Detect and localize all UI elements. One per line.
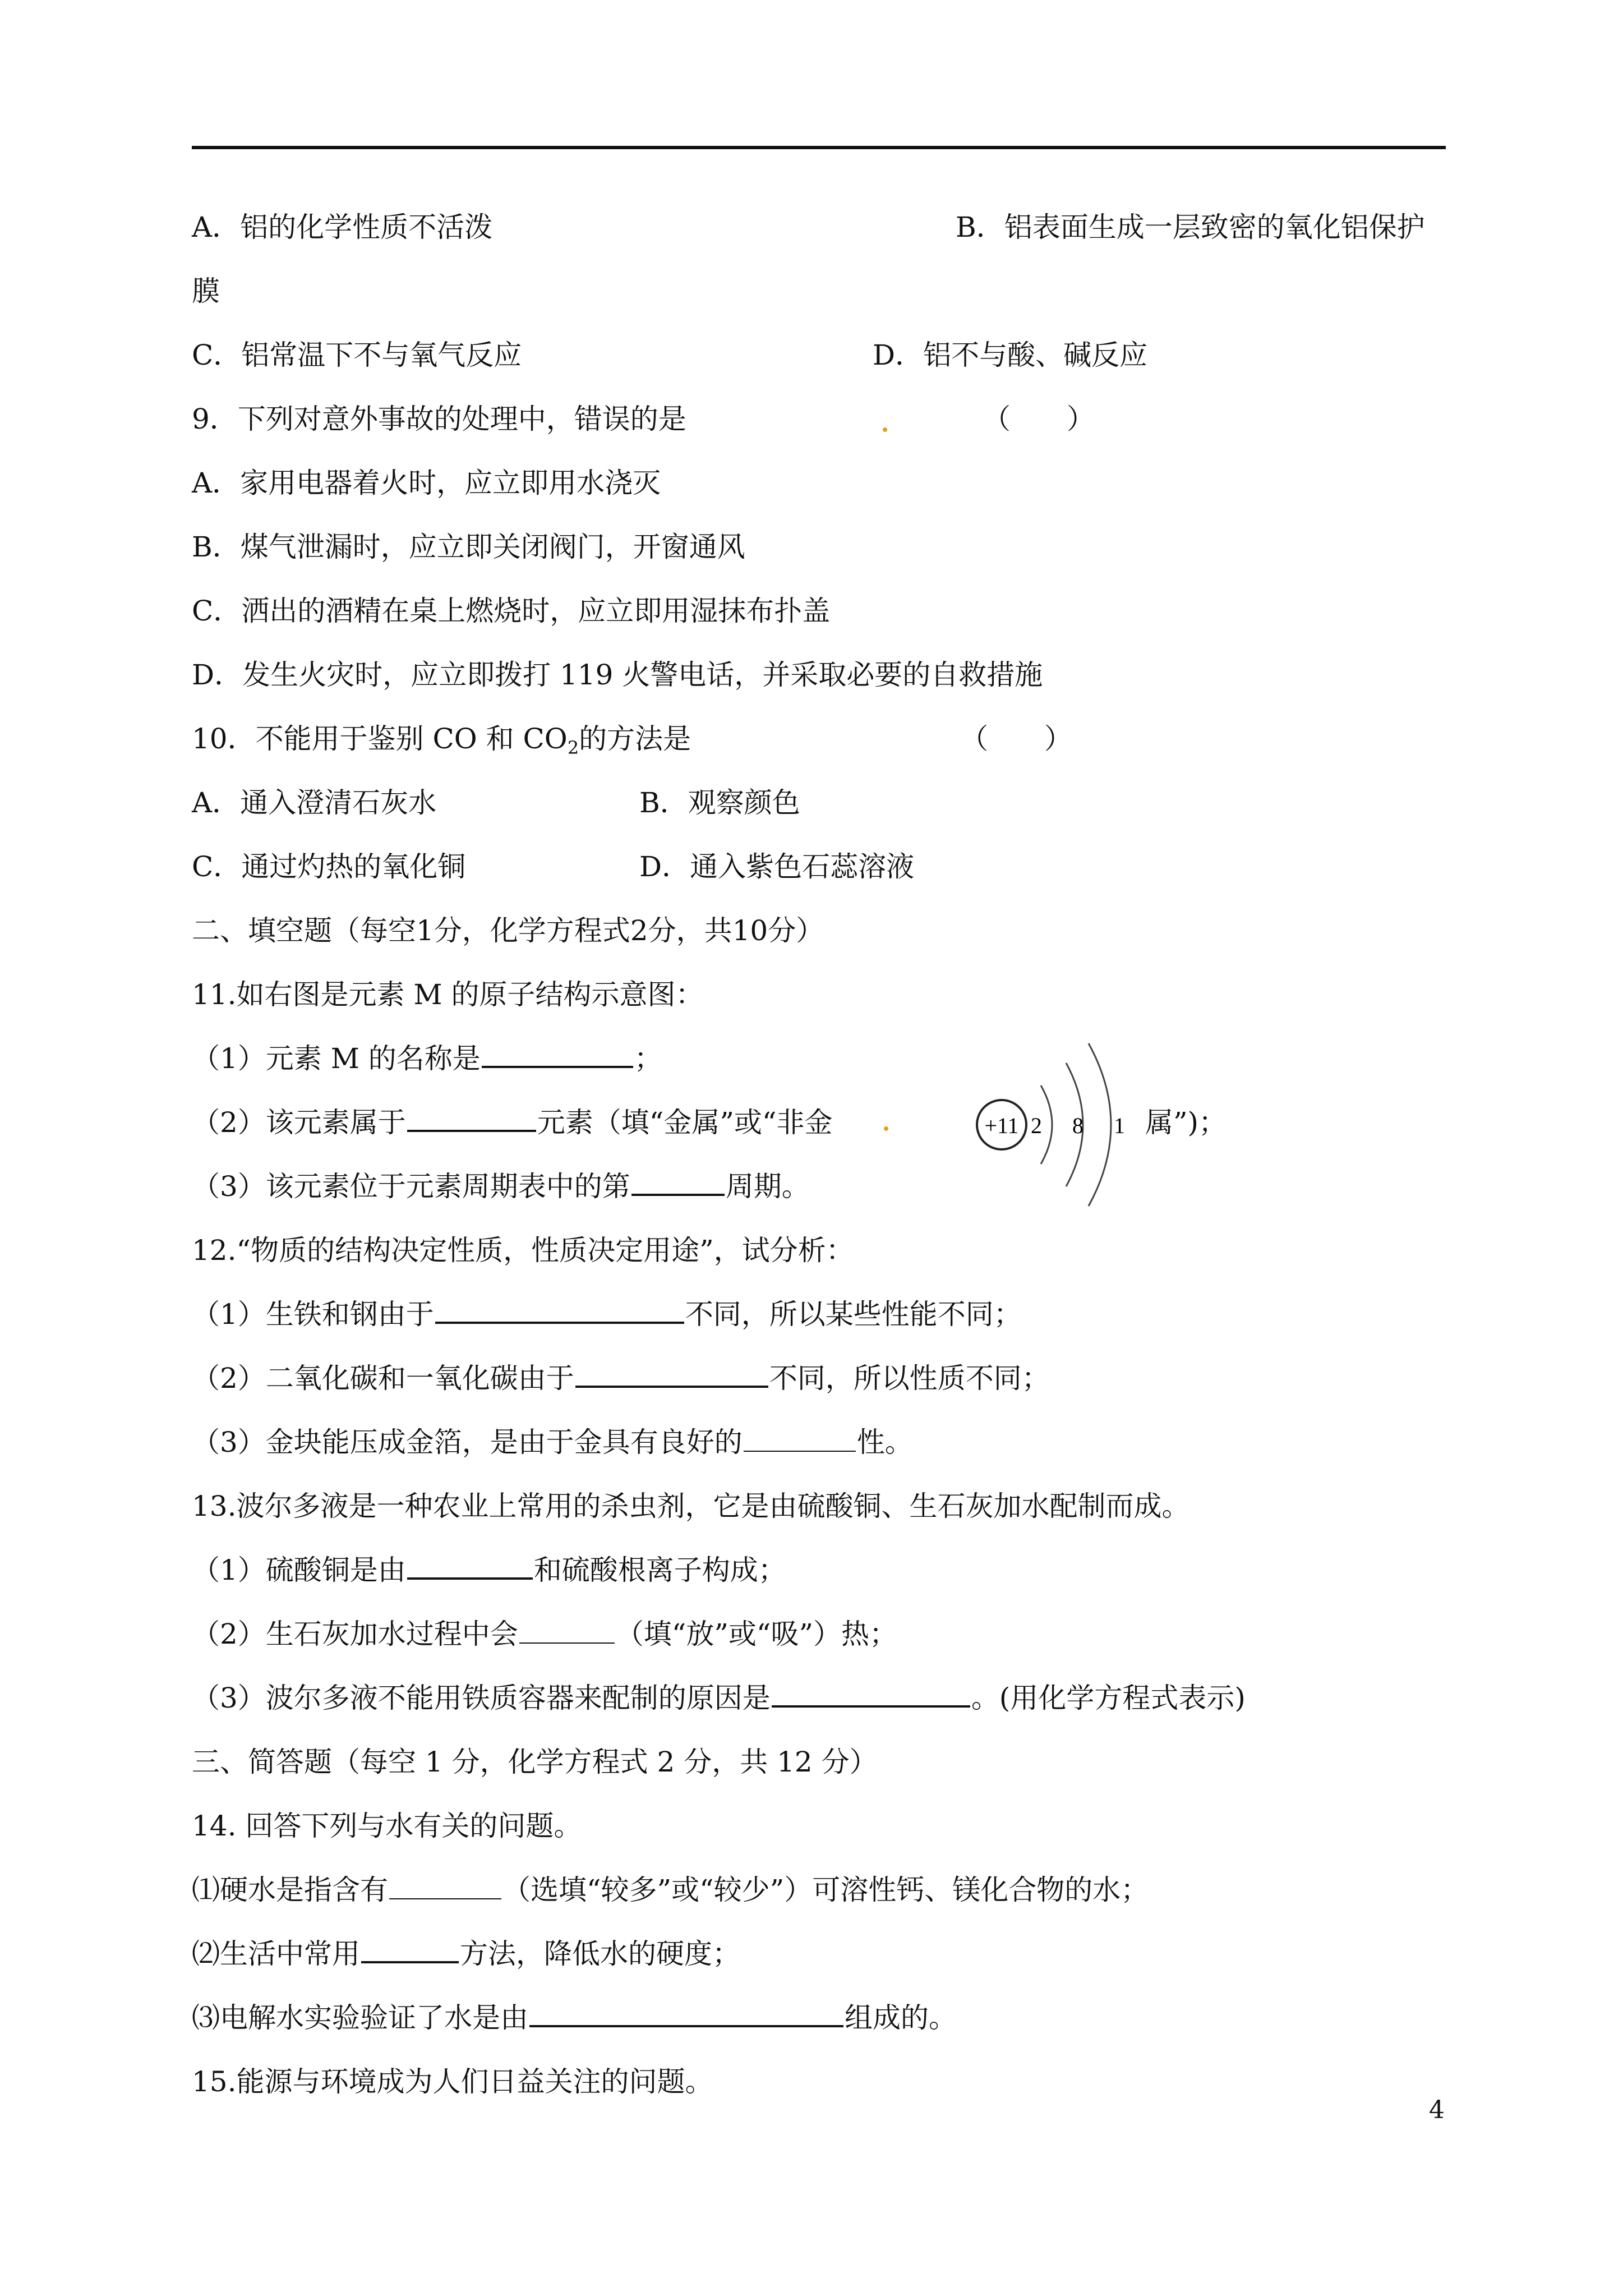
q13-part-1-end: 和硫酸根离子构成； — [533, 1554, 786, 1586]
q12-part-1 — [192, 1295, 1022, 1334]
q14-part-1 — [192, 1870, 1149, 1910]
q10-answer-paren: （ ） — [960, 723, 1072, 755]
q8-option-b: B．铝表面生成一层致密的氧化铝保护 — [956, 211, 1425, 243]
q13-blank-3[interactable] — [772, 1680, 970, 1708]
q14-part-2-text: ⑵生活中常用 — [192, 1938, 360, 1970]
q11-part-1 — [192, 1039, 662, 1078]
q14-part-1-text: ⑴硬水是指含有 — [192, 1874, 388, 1906]
q14-part-1-end: （选填“较多”或“较少”）可溶性钙、镁化合物的水； — [502, 1874, 1149, 1906]
q8-option-c: C．铝常温下不与氧气反应 — [192, 339, 522, 371]
q13-part-2-text: （2）生石灰加水过程中会 — [192, 1618, 518, 1650]
q11-part-1-text: （1）元素 M 的名称是 — [192, 1042, 481, 1075]
q9-option-b: B．煤气泄漏时，应立即关闭阀门，开窗通风 — [192, 531, 745, 563]
q13-blank-1[interactable] — [407, 1552, 533, 1580]
q11-part-2-mid: 元素（填“金属”或“非金 — [537, 1106, 833, 1139]
q12-stem: 12.“物质的结构决定性质，性质决定用途”，试分析： — [192, 1234, 854, 1267]
q11-part-2-end: 属”)； — [1145, 1106, 1227, 1139]
q14-part-2 — [192, 1934, 740, 1973]
stray-dot — [883, 427, 887, 432]
q14-part-3-end: 组成的。 — [845, 2001, 957, 2034]
q8-option-b-continued: 膜 — [192, 275, 220, 307]
q12-part-3 — [192, 1423, 913, 1462]
q11-part-3-text: （3）该元素位于元素周期表中的第 — [192, 1170, 630, 1203]
q10-option-d: D．通入紫色石蕊溶液 — [639, 850, 915, 883]
q12-part-1-end: 不同，所以某些性能不同； — [685, 1298, 1022, 1331]
q12-part-1-text: （1）生铁和钢由于 — [192, 1298, 434, 1331]
q13-part-1-text: （1）硫酸铜是由 — [192, 1554, 406, 1586]
q9-option-d: D．发生火灾时，应立即拨打 119 火警电话，并采取必要的自救措施 — [192, 659, 1043, 691]
atom-structure-diagram — [974, 1032, 1137, 1217]
q13-stem: 13.波尔多液是一种农业上常用的杀虫剂，它是由硫酸铜、生石灰加水配制而成。 — [192, 1490, 1190, 1522]
nucleus-label: +11 — [984, 1113, 1019, 1138]
q12-blank-2[interactable] — [575, 1360, 768, 1388]
q12-blank-1[interactable] — [435, 1296, 684, 1324]
q12-part-2-end: 不同，所以性质不同； — [769, 1362, 1050, 1395]
q9-stem: 9．下列对意外事故的处理中，错误的是 — [192, 403, 686, 435]
q14-part-3-text: ⑶电解水实验验证了水是由 — [192, 2001, 528, 2034]
q13-blank-2[interactable] — [519, 1617, 615, 1644]
q11-part-3 — [192, 1167, 810, 1206]
q12-blank-3[interactable] — [744, 1425, 856, 1452]
q10-stem-text: 10．不能用于鉴别 CO 和 CO — [192, 723, 568, 755]
q11-blank-1[interactable] — [482, 1040, 633, 1068]
q11-part-3-end: 周期。 — [725, 1170, 810, 1203]
atom-shells-svg — [974, 1032, 1137, 1217]
q11-stem: 11.如右图是元素 M 的原子结构示意图： — [192, 978, 704, 1011]
q10-option-a: A．通入澄清石灰水 — [192, 786, 437, 819]
q11-part-1-end: ； — [634, 1042, 662, 1075]
q14-stem: 14. 回答下列与水有关的问题。 — [192, 1810, 582, 1842]
q9-option-c: C．洒出的酒精在桌上燃烧时，应立即用湿抹布扑盖 — [192, 595, 831, 627]
q14-blank-2[interactable] — [361, 1935, 459, 1963]
q9-option-a: A．家用电器着火时，应立即用水浇灭 — [192, 467, 661, 499]
q10-subscript: 2 — [567, 737, 579, 758]
q14-part-2-end: 方法，降低水的硬度； — [460, 1938, 740, 1970]
q14-blank-1[interactable] — [389, 1872, 501, 1899]
q12-part-3-text: （3）金块能压成金箔，是由于金具有良好的 — [192, 1426, 743, 1458]
q13-part-2 — [192, 1614, 897, 1654]
q14-blank-3[interactable] — [529, 1999, 843, 2027]
q13-part-3-end: 。(用化学方程式表示) — [971, 1682, 1246, 1714]
page-number: 4 — [1429, 2096, 1445, 2124]
q12-part-3-end: 性。 — [856, 1426, 913, 1458]
q8-option-a: A．铝的化学性质不活泼 — [192, 211, 493, 243]
q12-part-2-text: （2）二氧化碳和一氧化碳由于 — [192, 1362, 574, 1395]
q13-part-3-text: （3）波尔多液不能用铁质容器来配制的原因是 — [192, 1682, 771, 1714]
shell-electron-counts: 2 8 1 — [1031, 1113, 1137, 1138]
q11-part-2 — [192, 1103, 833, 1142]
q10-option-c: C．通过灼热的氧化铜 — [192, 850, 466, 883]
q11-blank-3[interactable] — [631, 1168, 725, 1196]
q14-part-3 — [192, 1998, 957, 2037]
q13-part-3 — [192, 1678, 1246, 1718]
q10-stem-end: 的方法是 — [579, 723, 691, 755]
q10-option-b: B．观察颜色 — [639, 786, 800, 819]
q11-blank-2[interactable] — [407, 1104, 536, 1132]
q11-part-2-text: （2）该元素属于 — [192, 1106, 406, 1139]
section-3-heading: 三、简答题（每空 1 分，化学方程式 2 分，共 12 分） — [192, 1746, 878, 1778]
q13-part-2-end: （填“放”或“吸”）热； — [615, 1618, 898, 1650]
q12-part-2 — [192, 1359, 1050, 1398]
header-rule — [192, 146, 1446, 149]
q13-part-1 — [192, 1550, 786, 1590]
q8-option-d: D．铝不与酸、碱反应 — [873, 339, 1148, 371]
q15-stem: 15.能源与环境成为人们日益关注的问题。 — [192, 2065, 713, 2098]
section-2-heading: 二、填空题（每空1分，化学方程式2分，共10分） — [192, 914, 824, 947]
q9-answer-paren: （ ） — [983, 403, 1095, 435]
q10-stem — [192, 719, 691, 767]
stray-dot — [884, 1126, 888, 1131]
